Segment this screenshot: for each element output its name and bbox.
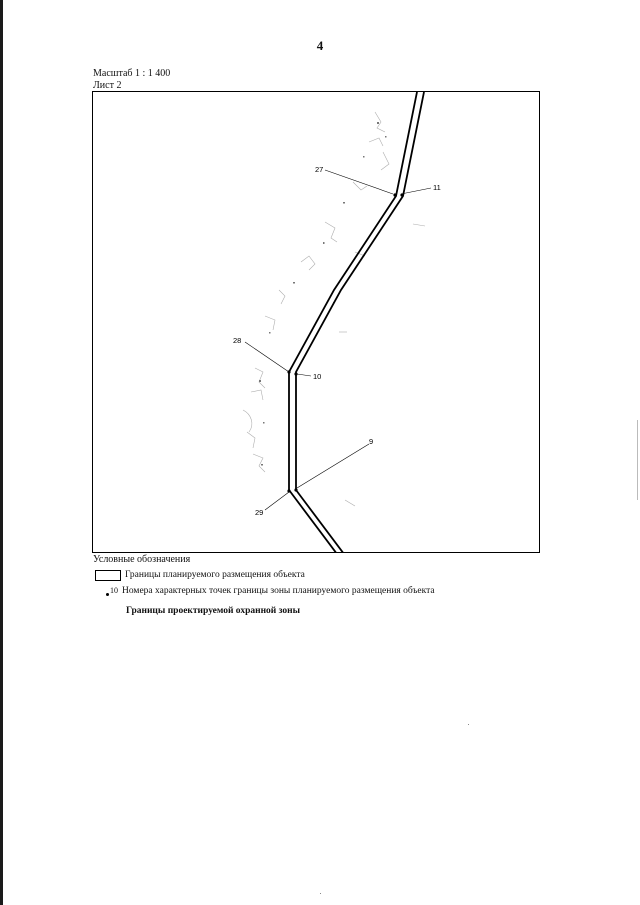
point-dot-icon bbox=[106, 593, 109, 596]
map-canvas bbox=[93, 92, 540, 553]
scan-edge-mark bbox=[637, 420, 638, 500]
leader-29 bbox=[265, 492, 289, 510]
scan-speck bbox=[468, 724, 469, 725]
point-29-marker bbox=[287, 489, 290, 492]
legend-boundary-swatch bbox=[95, 570, 121, 581]
leader-11 bbox=[401, 188, 431, 194]
legend-point-symbol bbox=[106, 587, 118, 596]
legend-item-points bbox=[106, 585, 435, 597]
point-28-marker bbox=[287, 370, 290, 373]
point-label-9: 9 bbox=[369, 437, 374, 446]
point-11-marker bbox=[400, 193, 403, 196]
leader-27 bbox=[325, 170, 393, 194]
legend-item-text: Границы проектируемой охранной зоны bbox=[126, 606, 301, 616]
point-9-marker bbox=[294, 488, 297, 491]
legend-item-text: Номера характерных точек границы зоны планируемого размещения объекта bbox=[122, 586, 435, 596]
legend-item-text: Границы планируемого размещения объекта bbox=[125, 570, 305, 580]
legend-item-boundary bbox=[95, 569, 305, 581]
page-number: 4 bbox=[316, 38, 324, 53]
leader-9 bbox=[297, 444, 369, 488]
leader-28 bbox=[245, 342, 289, 372]
point-27-marker bbox=[393, 193, 396, 196]
sheet-label: Лист 2 bbox=[93, 80, 122, 91]
point-label-10: 10 bbox=[313, 372, 322, 381]
boundary-line-left bbox=[289, 92, 417, 553]
leader-10 bbox=[297, 374, 311, 376]
point-label-11: 11 bbox=[433, 183, 441, 192]
legend-title: Условные обозначения bbox=[93, 554, 191, 565]
scale-label: Масштаб 1 : 1 400 bbox=[93, 68, 171, 79]
object-boundary bbox=[289, 92, 424, 553]
legend-item-protection-zone bbox=[126, 605, 300, 617]
scan-speck bbox=[320, 893, 321, 894]
point-label-29: 29 bbox=[255, 508, 264, 517]
point-label-27: 27 bbox=[315, 165, 324, 174]
base-map-features bbox=[243, 112, 425, 506]
point-10-marker bbox=[294, 372, 297, 375]
point-label-28: 28 bbox=[233, 336, 242, 345]
map-frame bbox=[92, 91, 540, 553]
leader-lines bbox=[245, 170, 431, 510]
legend-point-number: 10 bbox=[110, 585, 118, 595]
page-left-edge bbox=[0, 0, 3, 905]
